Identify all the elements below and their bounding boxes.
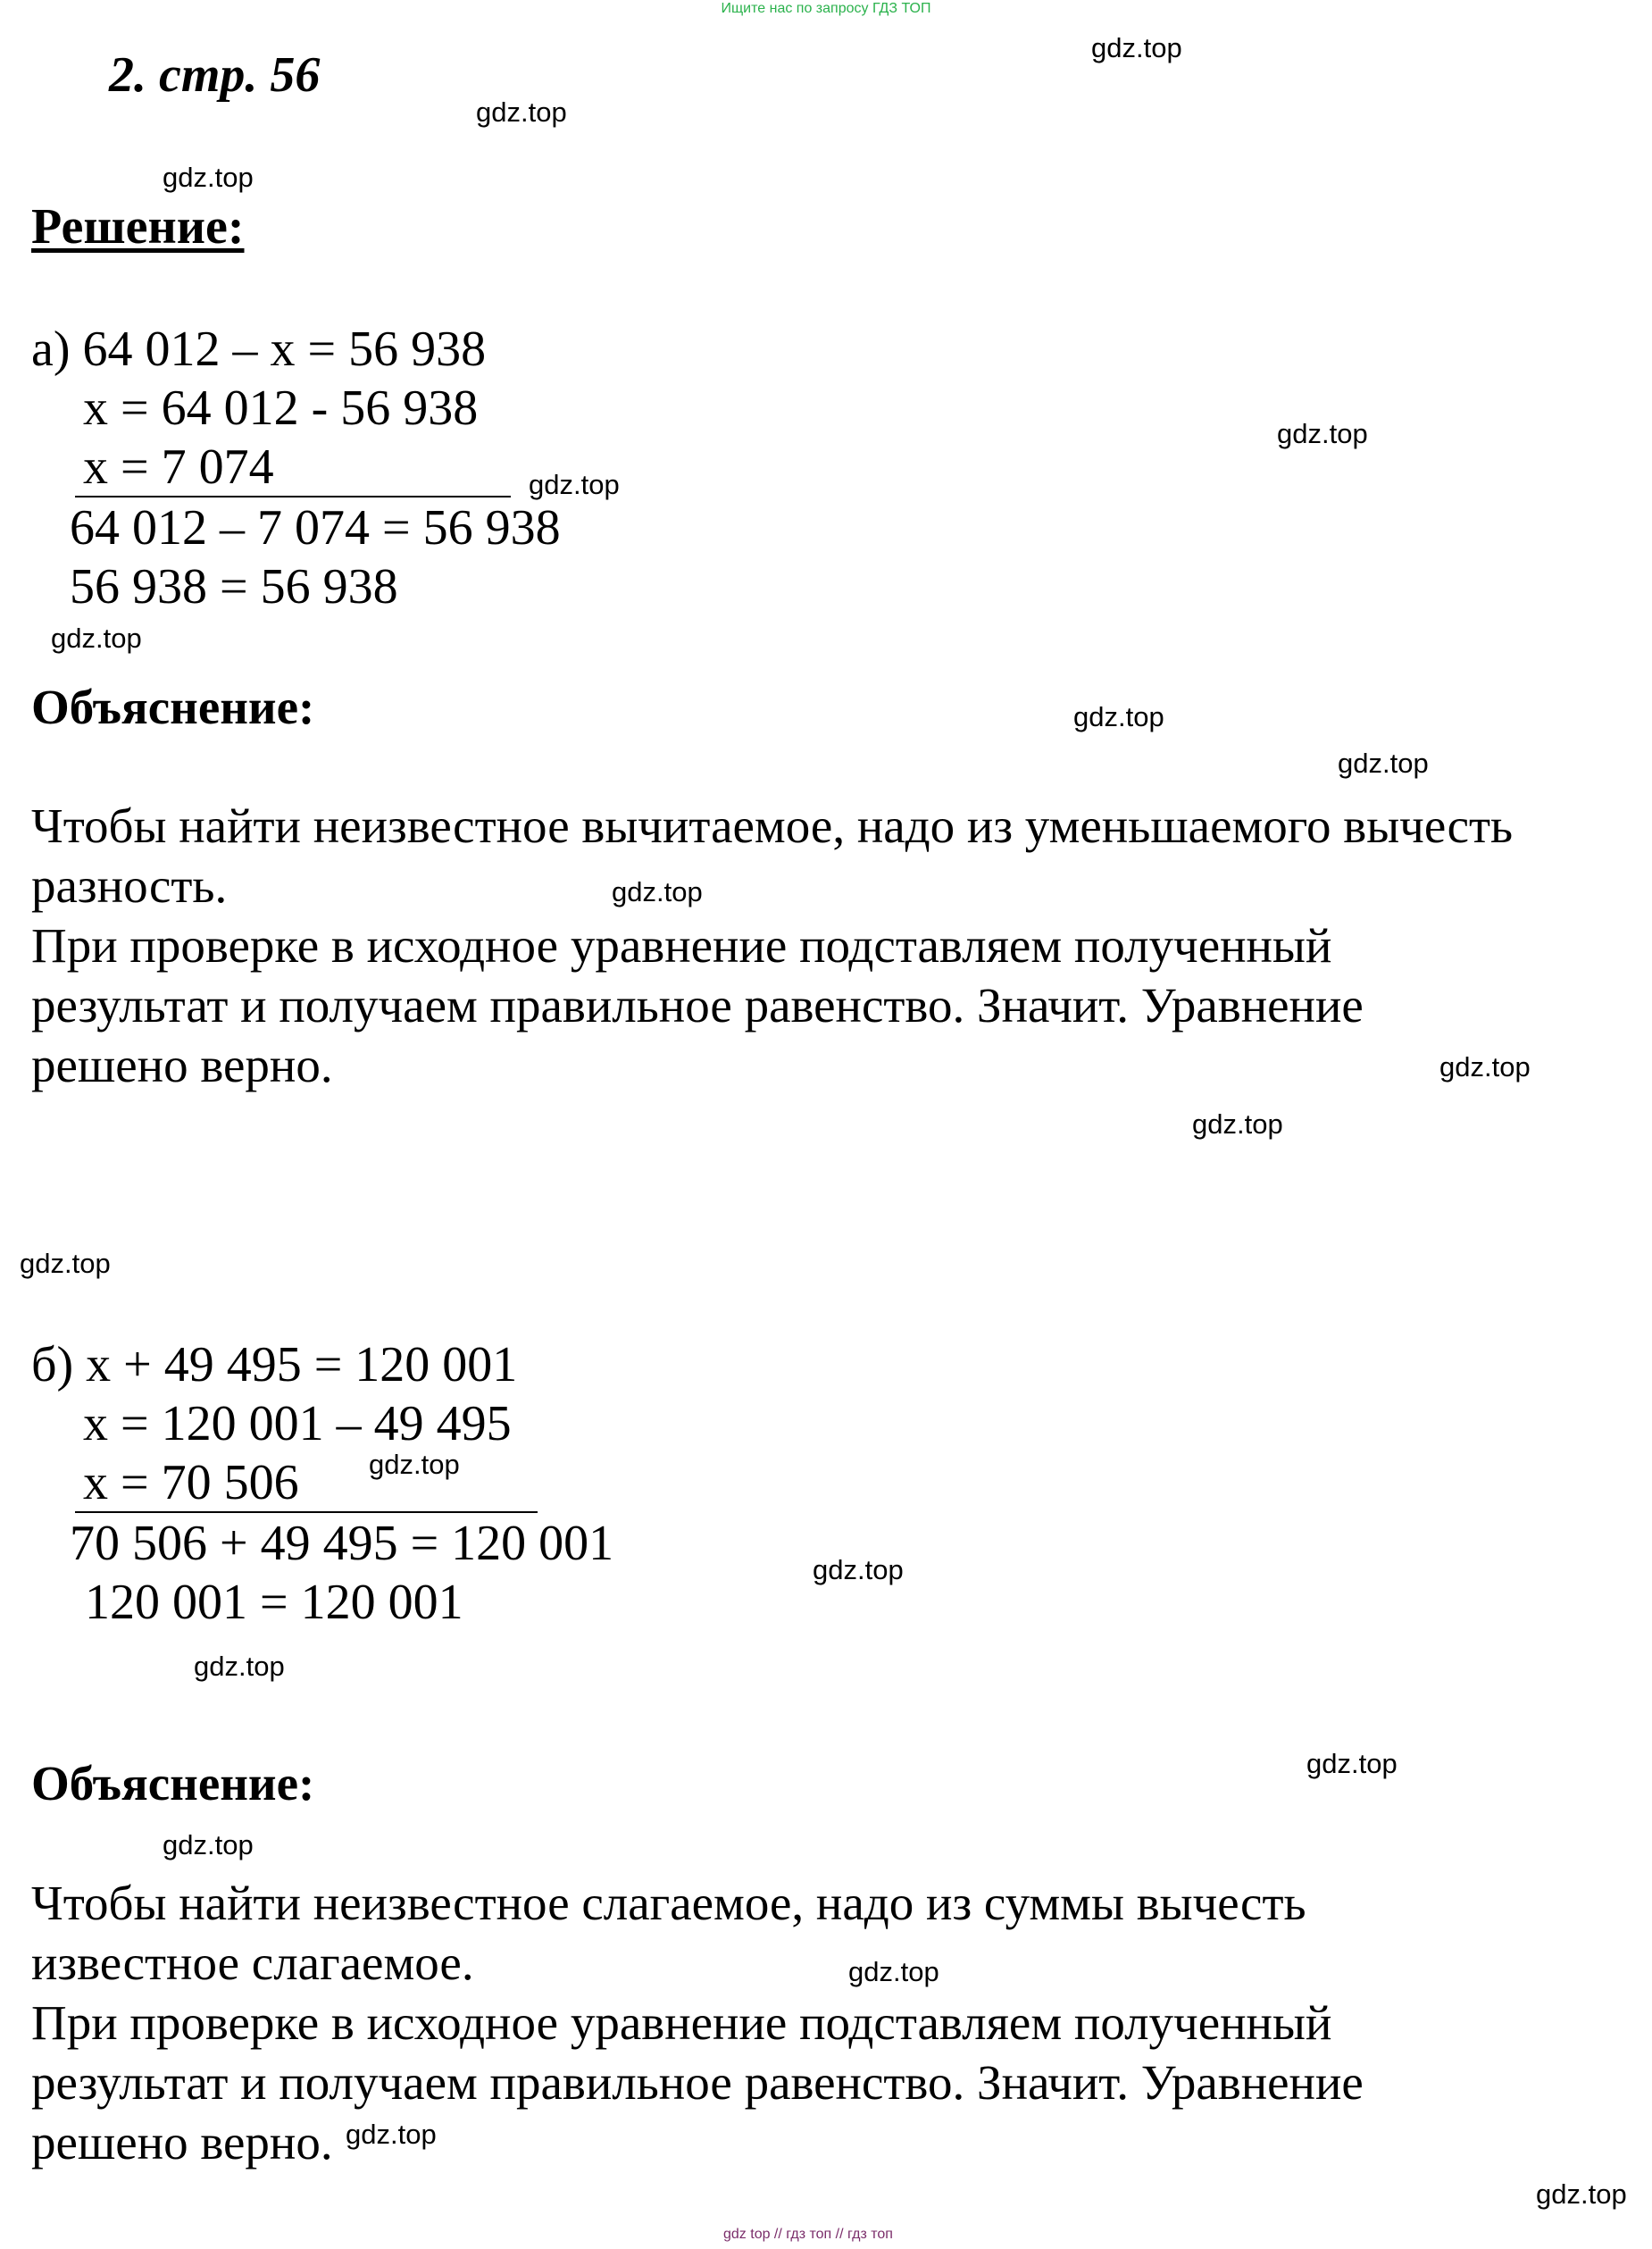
watermark: gdz.top — [848, 1956, 939, 1987]
watermark: gdz.top — [1091, 32, 1182, 63]
equation-line: х = 64 012 - 56 938 — [83, 380, 479, 436]
equation-line: 120 001 = 120 001 — [85, 1575, 463, 1630]
watermark: gdz.top — [1338, 748, 1429, 779]
watermark: gdz.top — [1192, 1108, 1283, 1140]
explanation-line: результат и получаем правильное равенство. Значит. Уравнение — [31, 2055, 1364, 2110]
watermark: gdz.top — [369, 1449, 460, 1480]
equation-line: 64 012 – 7 074 = 56 938 — [70, 500, 561, 556]
equation-line: х = 70 506 — [83, 1455, 299, 1510]
watermark: gdz.top — [163, 162, 254, 193]
watermark: gdz.top — [1306, 1748, 1398, 1779]
explanation-line: разность. — [31, 858, 228, 913]
explanation-heading: Объяснение: — [31, 680, 315, 734]
solution-heading: Решение: — [31, 199, 245, 255]
equation-line: а) 64 012 – х = 56 938 — [31, 322, 487, 377]
explanation-heading: Объяснение: — [31, 1756, 315, 1810]
watermark: gdz.top — [476, 96, 567, 128]
footer-note: gdz top // гдз топ // гдз топ — [723, 2227, 893, 2242]
watermark: gdz.top — [529, 469, 620, 500]
watermark: gdz.top — [1277, 418, 1368, 449]
watermark: gdz.top — [163, 1829, 254, 1860]
explanation-line: Чтобы найти неизвестное вычитаемое, надо из уменьшаемого вычесть — [31, 798, 1514, 853]
watermark: gdz.top — [1536, 2178, 1627, 2210]
equation-line: х = 120 001 – 49 495 — [83, 1396, 512, 1451]
explanation-line: При проверке в исходное уравнение подставляем полученный — [31, 918, 1332, 973]
explanation-line: результат и получаем правильное равенство. Значит. Уравнение — [31, 978, 1364, 1033]
divider-rule — [75, 1511, 538, 1513]
explanation-line: известное слагаемое. — [31, 1935, 474, 1990]
explanation-line: решено верно. — [31, 1038, 333, 1092]
equation-line: 70 506 + 49 495 = 120 001 — [70, 1516, 614, 1571]
watermark: gdz.top — [612, 876, 703, 907]
equation-line: б) х + 49 495 = 120 001 — [31, 1337, 518, 1392]
watermark: gdz.top — [1439, 1051, 1531, 1083]
divider-rule — [75, 496, 511, 497]
watermark: gdz.top — [346, 2119, 437, 2150]
equation-line: х = 7 074 — [83, 439, 274, 495]
watermark: gdz.top — [813, 1554, 904, 1585]
watermark: gdz.top — [194, 1651, 285, 1682]
header-note: Ищите нас по запросу ГДЗ ТОП — [721, 1, 931, 16]
page-title: 2. стр. 56 — [109, 47, 321, 103]
watermark: gdz.top — [51, 623, 142, 654]
watermark: gdz.top — [20, 1248, 111, 1279]
equation-line: 56 938 = 56 938 — [70, 559, 398, 615]
watermark: gdz.top — [1073, 701, 1164, 732]
explanation-line: Чтобы найти неизвестное слагаемое, надо из суммы вычесть — [31, 1876, 1306, 1930]
explanation-line: решено верно. — [31, 2115, 333, 2170]
explanation-line: При проверке в исходное уравнение подставляем полученный — [31, 1995, 1332, 2050]
